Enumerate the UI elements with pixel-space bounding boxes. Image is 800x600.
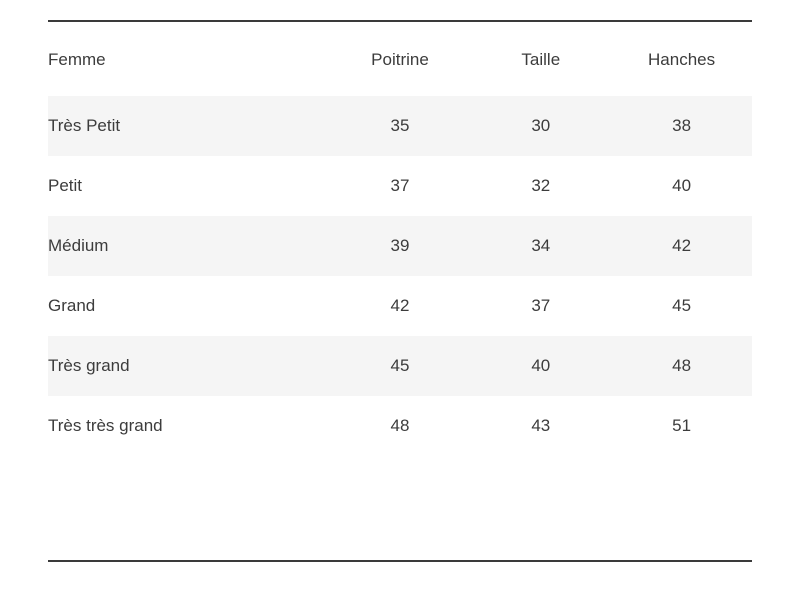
row-taille: 43	[470, 396, 611, 456]
table-body	[48, 96, 752, 456]
table-header-row	[48, 22, 752, 96]
row-poitrine: 45	[330, 336, 471, 396]
table-row	[48, 156, 752, 216]
column-header-femme: Femme	[48, 22, 330, 96]
column-header-poitrine: Poitrine	[330, 22, 471, 96]
table-header	[48, 22, 752, 96]
row-poitrine: 35	[330, 96, 471, 156]
row-poitrine: 37	[330, 156, 471, 216]
row-hanches: 40	[611, 156, 752, 216]
table-row	[48, 396, 752, 456]
row-taille: 34	[470, 216, 611, 276]
footer-space	[48, 562, 752, 600]
row-hanches: 38	[611, 96, 752, 156]
size-table	[48, 22, 752, 456]
row-label: Médium	[48, 216, 330, 276]
row-taille: 30	[470, 96, 611, 156]
row-poitrine: 42	[330, 276, 471, 336]
row-label: Très grand	[48, 336, 330, 396]
row-label: Très très grand	[48, 396, 330, 456]
row-taille: 37	[470, 276, 611, 336]
row-hanches: 45	[611, 276, 752, 336]
table-row	[48, 336, 752, 396]
row-taille: 40	[470, 336, 611, 396]
row-poitrine: 39	[330, 216, 471, 276]
column-header-hanches: Hanches	[611, 22, 752, 96]
row-label: Petit	[48, 156, 330, 216]
column-header-taille: Taille	[470, 22, 611, 96]
row-hanches: 42	[611, 216, 752, 276]
table-row	[48, 96, 752, 156]
bottom-spacer	[48, 456, 752, 560]
row-poitrine: 48	[330, 396, 471, 456]
table-row	[48, 276, 752, 336]
row-label: Très Petit	[48, 96, 330, 156]
row-hanches: 51	[611, 396, 752, 456]
row-taille: 32	[470, 156, 611, 216]
row-label: Grand	[48, 276, 330, 336]
table-row	[48, 216, 752, 276]
row-hanches: 48	[611, 336, 752, 396]
